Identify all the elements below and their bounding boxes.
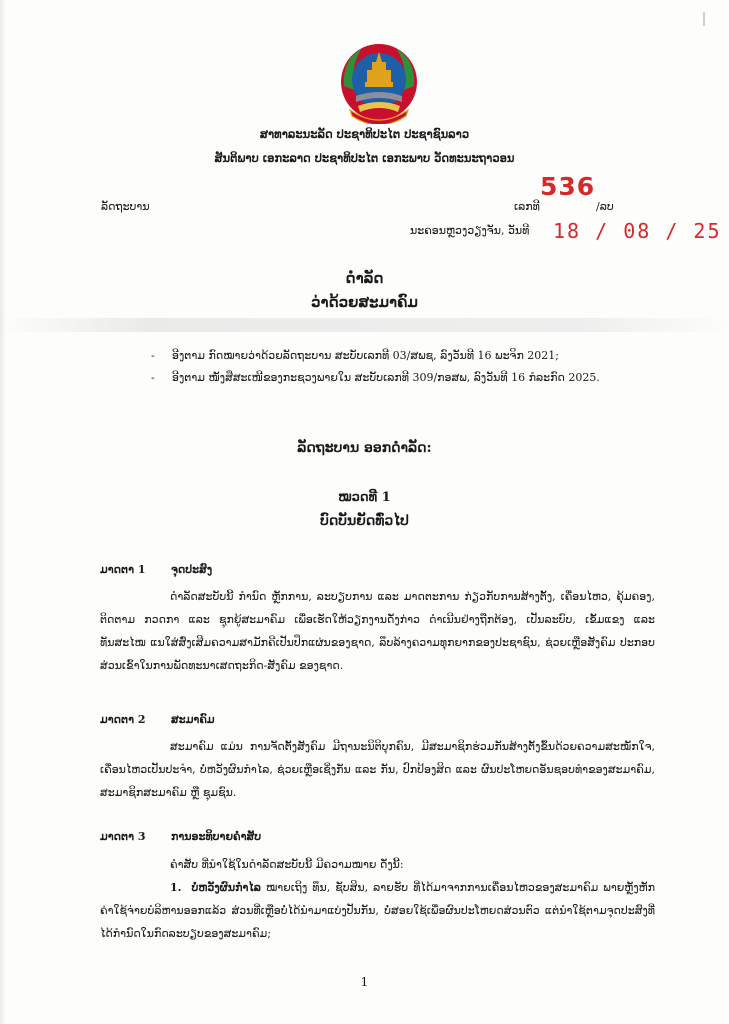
article-label: ມາດຕາ 3	[100, 830, 146, 843]
national-motto: ສັນຕິພາບ ເອກະລາດ ປະຊາທິປະໄຕ ເອກະພາບ ວັດທະນະຖາວອນ	[214, 151, 515, 165]
document-type: ດໍາລັດ	[345, 269, 384, 287]
national-emblem-icon	[336, 40, 422, 124]
defined-term: ບໍ່ຫວັງຜົນກໍາໄລ	[191, 881, 261, 894]
article-label: ມາດຕາ 2	[100, 713, 146, 726]
issuer-label: ລັດຖະບານ	[101, 200, 150, 213]
chapter-title: ບົດບັນຍັດທົ່ວໄປ	[320, 513, 409, 529]
page-number: 1	[360, 975, 369, 989]
scan-mark	[703, 12, 715, 26]
article-label: ມາດຕາ 1	[100, 563, 146, 576]
country-name: ສາທາລະນະລັດ ປະຊາທິປະໄຕ ປະຊາຊົນລາວ	[259, 127, 470, 141]
decree-number: 536	[540, 172, 596, 201]
legal-basis-item	[151, 367, 652, 389]
number-suffix: /ລບ	[596, 200, 614, 213]
article-title: ການອະທິບາຍຄໍາສັບ	[171, 830, 262, 843]
definition-text: ໝາຍເຖິງ ທຶນ, ຊັບສິນ, ລາຍຮັບ ທີ່ໄດ້ມາຈາກການເຄື່ອນໄຫວຂອງສະມາຄົມ ພາຍຫຼັງຫັກຄ່າໃຊ້ຈ່າຍບໍລິຫານອອກແລ້ວ ສ່ວນທີ່ເຫຼືອບໍ່ໄດ້ນໍາມາແບ່ງປັນກັນ, ບໍ່ສອຍໃຊ້ເພື່ອຜົນປະໂຫຍດສ່ວນຕົວ ແຕ່ນໍາໃຊ້ຕາມຈຸດປະສົງທີ່ໄດ້ກໍານົດໃນກົດລະບຽບຂອງສະມາຄົມ;	[100, 881, 656, 940]
item-number: 1.	[170, 881, 182, 894]
chapter-number: ໝວດທີ 1	[338, 490, 391, 505]
article-intro: ຄໍາສັບ ທີ່ນໍາໃຊ້ໃນດໍາລັດສະບັບນີ້ ມີຄວາມໝາຍ ດັ່ງນີ້:	[170, 858, 404, 871]
place-date-label: ນະຄອນຫຼວງວຽງຈັນ, ວັນທີ	[410, 224, 530, 237]
bullet-dash: -	[151, 371, 155, 384]
scan-smudge	[0, 318, 729, 332]
document-title: ວ່າດ້ວຍສະມາຄົມ	[311, 293, 418, 311]
issue-date: 18 / 08 / 25	[553, 219, 722, 243]
bullet-dash: -	[151, 349, 155, 362]
article-body: ສະມາຄົມ ແມ່ນ ການຈັດຕັ້ງສັງຄົມ ມີຖານະນິຕິບຸກຄົນ, ມີສະມາຊິກຮ່ວມກັນສ້າງຕັ້ງຂຶ້ນດ້ວຍຄວາມສະໝັກໃຈ, ເຄື່ອນໄຫວເປັນປະຈໍາ, ບໍ່ຫວັງຜົນກໍາໄລ, ຊ່ວຍເຫຼືອເຊິ່ງກັນ ແລະ ກັນ, ປົກປ້ອງສິດ ແລະ ຜົນປະໂຫຍດອັນຊອບທໍາຂອງສະມາຄົມ, ສະມາຊິກສະມາຄົມ ຫຼື ຊຸມຊົນ.	[100, 740, 655, 799]
number-label: ເລກທີ	[514, 200, 540, 213]
issuance-statement: ລັດຖະບານ ອອກດໍາລັດ:	[297, 440, 432, 456]
article-title: ຈຸດປະສົງ	[171, 563, 213, 576]
article-body: ດໍາລັດສະບັບນີ້ ກໍານົດ ຫຼັກການ, ລະບຽບການ ແລະ ມາດຕະການ ກ່ຽວກັບການສ້າງຕັ້ງ, ເຄື່ອນໄຫວ, ຄຸ້ມຄອງ, ຕິດຕາມ ກວດກາ ແລະ ຊຸກຍູ້ສະມາຄົມ ເພື່ອເຮັດໃຫ້ວຽກງານດັ່ງກ່າວ ດໍາເນີນຢ່າງຖືກຕ້ອງ, ເປັນລະບົບ, ເຂັ້ມແຂງ ແລະ ທັນສະໄໝ ແນໃສ່ສົ່ງເສີມຄວາມສາມັກຄີເປັນປຶກແຜ່ນຂອງຊາດ, ລຶບລ້າງຄວາມທຸກຍາກຂອງປະຊາຊົນ, ຊ່ວຍເຫຼືອສັງຄົມ ປະກອບສ່ວນເຂົ້າໃນການພັດທະນາເສດຖະກິດ-ສັງຄົມ ຂອງຊາດ.	[100, 590, 655, 672]
legal-basis-text: ອີງຕາມ ໜັງສືສະເໜີຂອງກະຊວງພາຍໃນ ສະບັບເລກທີ 309/ກອສພ, ລົງວັນທີ 16 ກໍລະກົດ 2025.	[172, 371, 600, 384]
legal-basis-item	[151, 345, 652, 367]
article-title: ສະມາຄົມ	[171, 713, 215, 726]
legal-basis-text: ອີງຕາມ ກົດໝາຍວ່າດ້ວຍລັດຖະບານ ສະບັບເລກທີ 03/ສພຊ, ລົງວັນທີ 16 ພະຈິກ 2021;	[172, 349, 560, 362]
definition-item	[100, 876, 655, 945]
